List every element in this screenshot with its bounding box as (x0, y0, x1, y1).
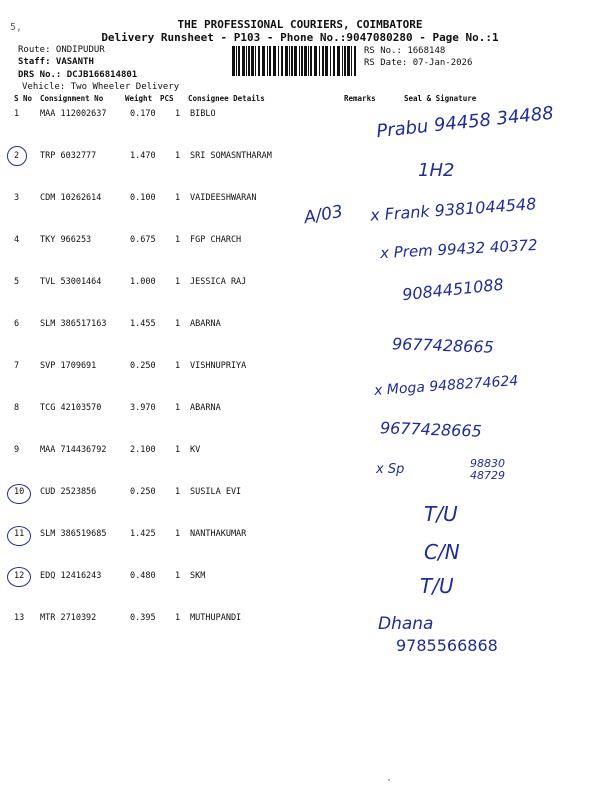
cell-consignment: SLM 386519685 (40, 529, 107, 539)
cell-weight: 0.250 (130, 487, 156, 497)
route-label: Route: ONDIPUDUR (18, 45, 105, 55)
col-weight: Weight (125, 94, 153, 103)
cell-pcs: 1 (175, 445, 181, 455)
cell-weight: 0.480 (130, 571, 156, 581)
cell-pcs: 1 (175, 319, 181, 329)
cell-consignment: EDQ 12416243 (40, 571, 102, 581)
cell-consignment: TVL 53001464 (40, 277, 102, 287)
signature-row-9-phone: 98830 48729 (470, 457, 505, 482)
cell-sno: 5 (14, 277, 20, 287)
cell-consignee: BIBLO (190, 109, 216, 119)
signature-row-9-initials: x Sp (376, 462, 405, 477)
cell-consignee: SUSILA EVI (190, 487, 242, 497)
cell-weight: 1.000 (130, 277, 156, 287)
cell-sno: 6 (14, 319, 20, 329)
table-row (0, 319, 600, 333)
cell-pcs: 1 (175, 109, 181, 119)
handwritten-note-row-3: A/03 (302, 201, 345, 229)
signature-row-6: 9677428665 (391, 334, 495, 357)
cell-consignment: SLM 386517163 (40, 319, 107, 329)
rs-date: RS Date: 07-Jan-2026 (364, 58, 473, 68)
signature-row-8: 9677428665 (379, 418, 483, 441)
cell-consignment: TRP 6032777 (40, 151, 97, 161)
signature-row-1: Prabu 94458 34488 (375, 102, 555, 143)
cell-sno: 11 (14, 529, 25, 539)
cell-weight: 1.470 (130, 151, 156, 161)
circle-mark-row-10 (7, 484, 31, 504)
signature-row-11: C/N (424, 540, 460, 564)
cell-sno: 9 (14, 445, 20, 455)
cell-weight: 3.970 (130, 403, 156, 413)
cell-consignee: JESSICA RAJ (190, 277, 247, 287)
cell-weight: 1.425 (130, 529, 156, 539)
staff-label: Staff: VASANTH (18, 57, 94, 67)
cell-consignment: MAA 714436792 (40, 445, 107, 455)
cell-sno: 2 (14, 151, 20, 161)
cell-consignment: TCG 42103570 (40, 403, 102, 413)
cell-sno: 13 (14, 613, 25, 623)
cell-weight: 0.250 (130, 361, 156, 371)
runsheet-subtitle: Delivery Runsheet - P103 - Phone No.:9047080280 - Page No.:1 (101, 31, 499, 44)
rs-number: RS No.: 1668148 (364, 46, 446, 56)
vehicle-label: Vehicle: Two Wheeler Delivery (22, 82, 180, 92)
cell-consignee: KV (190, 445, 201, 455)
col-consignment: Consignment No (40, 94, 104, 103)
cell-pcs: 1 (175, 529, 181, 539)
table-row (0, 529, 600, 543)
speck-mark: · (386, 775, 393, 786)
cell-weight: 0.100 (130, 193, 156, 203)
table-row (0, 277, 600, 291)
cell-weight: 2.100 (130, 445, 156, 455)
table-row (0, 613, 600, 627)
cell-sno: 1 (14, 109, 20, 119)
signature-row-2: 1H2 (418, 160, 455, 181)
cell-pcs: 1 (175, 613, 181, 623)
signature-row-13-name: Dhana (378, 614, 434, 634)
cell-weight: 0.395 (130, 613, 156, 623)
signature-row-7: x Moga 9488274624 (373, 372, 519, 400)
cell-pcs: 1 (175, 571, 181, 581)
cell-sno: 4 (14, 235, 20, 245)
cell-sno: 3 (14, 193, 20, 203)
table-row (0, 403, 600, 417)
cell-consignment: MTR 2710392 (40, 613, 97, 623)
cell-sno: 10 (14, 487, 25, 497)
cell-sno: 8 (14, 403, 20, 413)
signature-row-3: x Frank 9381044548 (369, 194, 537, 225)
circle-mark-row-2 (7, 146, 27, 166)
cell-consignee: VISHNUPRIYA (190, 361, 247, 371)
cell-consignee: NANTHAKUMAR (190, 529, 247, 539)
cell-consignee: ABARNA (190, 319, 221, 329)
barcode (232, 46, 358, 76)
col-consignee: Consignee Details (188, 94, 265, 103)
circle-mark-row-11 (7, 526, 31, 546)
signature-row-10: T/U (424, 502, 458, 526)
signature-row-4: x Prem 99432 40372 (379, 235, 539, 263)
cell-pcs: 1 (175, 193, 181, 203)
cell-consignment: SVP 1709691 (40, 361, 97, 371)
table-row (0, 571, 600, 585)
cell-consignee: MUTHUPANDI (190, 613, 242, 623)
cell-pcs: 1 (175, 361, 181, 371)
cell-consignee: FGP CHARCH (190, 235, 242, 245)
cell-pcs: 1 (175, 277, 181, 287)
drs-label: DRS No.: DCJB166814801 (18, 70, 138, 80)
corner-mark: 5, (10, 22, 23, 33)
cell-sno: 12 (14, 571, 25, 581)
cell-consignee: SRI SOMASNTHARAM (190, 151, 272, 161)
cell-pcs: 1 (175, 403, 181, 413)
cell-consignment: TKY 966253 (40, 235, 92, 245)
cell-consignee: SKM (190, 571, 206, 581)
col-pcs: PCS (160, 94, 174, 103)
cell-pcs: 1 (175, 151, 181, 161)
company-title: THE PROFESSIONAL COURIERS, COIMBATORE (177, 18, 423, 31)
col-remarks: Remarks (344, 94, 376, 103)
cell-consignment: CDM 10262614 (40, 193, 102, 203)
cell-weight: 0.170 (130, 109, 156, 119)
cell-pcs: 1 (175, 487, 181, 497)
cell-consignment: CUD 2523856 (40, 487, 97, 497)
col-seal: Seal & Signature (404, 94, 477, 103)
cell-pcs: 1 (175, 235, 181, 245)
circle-mark-row-12 (7, 567, 31, 587)
signature-row-5: 9084451088 (401, 274, 505, 305)
cell-consignee: ABARNA (190, 403, 221, 413)
table-row (0, 487, 600, 501)
table-row (0, 151, 600, 165)
col-sno: S No (14, 94, 33, 103)
table-row (0, 445, 600, 459)
cell-sno: 7 (14, 361, 20, 371)
signature-row-12: T/U (420, 574, 454, 598)
cell-weight: 1.455 (130, 319, 156, 329)
signature-row-13-phone: 9785566868 (396, 636, 498, 655)
cell-consignee: VAIDEESHWARAN (190, 193, 257, 203)
cell-weight: 0.675 (130, 235, 156, 245)
cell-consignment: MAA 112002637 (40, 109, 107, 119)
